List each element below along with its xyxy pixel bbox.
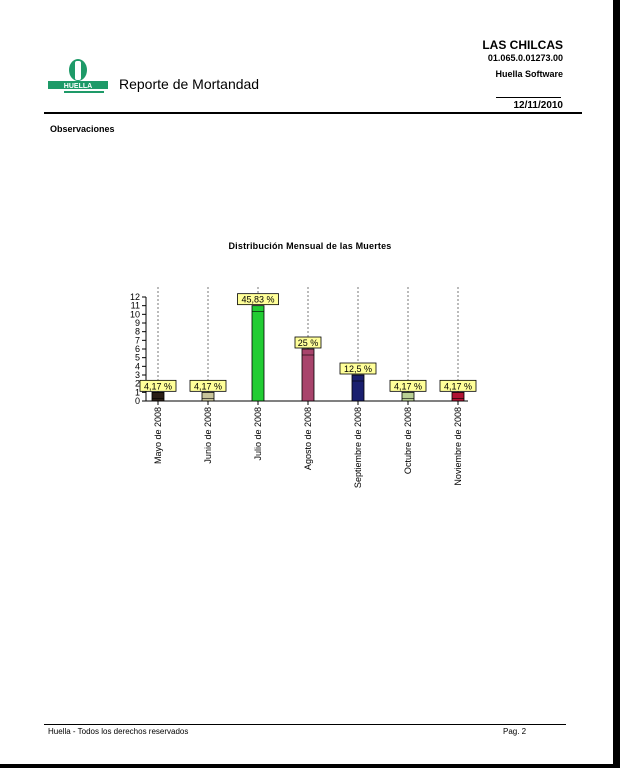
logo-text: HUELLA [63, 83, 93, 90]
footer-page-number: Pag. 2 [503, 727, 527, 736]
bar [452, 392, 464, 401]
report-title: Reporte de Mortandad [119, 76, 260, 92]
x-tick-label: Junio de 2008 [203, 407, 213, 464]
signature-line [496, 97, 561, 98]
y-tick-label: 9 [134, 318, 140, 328]
data-label: 12,5 % [343, 364, 373, 374]
org-name: LAS CHILCAS [482, 38, 563, 52]
org-code: 01.065.0.01273.00 [487, 53, 563, 63]
bar [402, 392, 414, 401]
report-date: 12/11/2010 [513, 100, 563, 111]
huella-logo [46, 57, 110, 97]
y-tick-label: 12 [129, 292, 140, 302]
x-tick-label: Noviembre de 2008 [453, 407, 463, 486]
bar [202, 392, 214, 401]
y-tick-label: 5 [134, 352, 140, 363]
bar [352, 375, 364, 401]
mortality-bar-chart [0, 280, 620, 500]
y-tick-label: 11 [130, 300, 140, 311]
data-label: 4,17 % [193, 381, 223, 392]
y-tick-label: 10 [129, 309, 140, 320]
y-tick-label: 6 [134, 344, 140, 354]
data-label: 4,17 % [143, 381, 173, 392]
bar [252, 306, 264, 401]
chart-title: Distribución Mensual de las Muertes [228, 241, 392, 251]
data-label: 25 % [297, 338, 319, 348]
x-tick-label: Agosto de 2008 [303, 407, 313, 471]
data-label: 4,17 % [443, 381, 473, 392]
bar [152, 392, 164, 401]
y-tick-label: 2 [134, 378, 140, 389]
x-tick-label: Octubre de 2008 [403, 407, 413, 475]
data-label: 45,83 % [241, 294, 275, 305]
y-tick-label: 8 [134, 326, 140, 337]
observations-label: Observaciones [50, 124, 115, 134]
y-tick-label: 0 [134, 396, 140, 406]
page-frame-bottom [0, 764, 620, 768]
x-tick-label: Mayo de 2008 [153, 407, 163, 465]
x-tick-label: Septiembre de 2008 [353, 407, 363, 489]
footer-rights: Huella - Todos los derechos reservados [48, 727, 189, 736]
y-tick-label: 1 [134, 387, 140, 398]
y-tick-label: 4 [134, 361, 140, 372]
data-label: 4,17 % [393, 381, 423, 392]
footer-rule [44, 724, 566, 725]
y-tick-label: 7 [134, 335, 140, 346]
header-rule [44, 112, 582, 114]
x-tick-label: Julio de 2008 [253, 407, 263, 461]
bar [302, 349, 314, 401]
org-software: Huella Software [495, 69, 563, 79]
y-tick-label: 3 [134, 370, 140, 380]
